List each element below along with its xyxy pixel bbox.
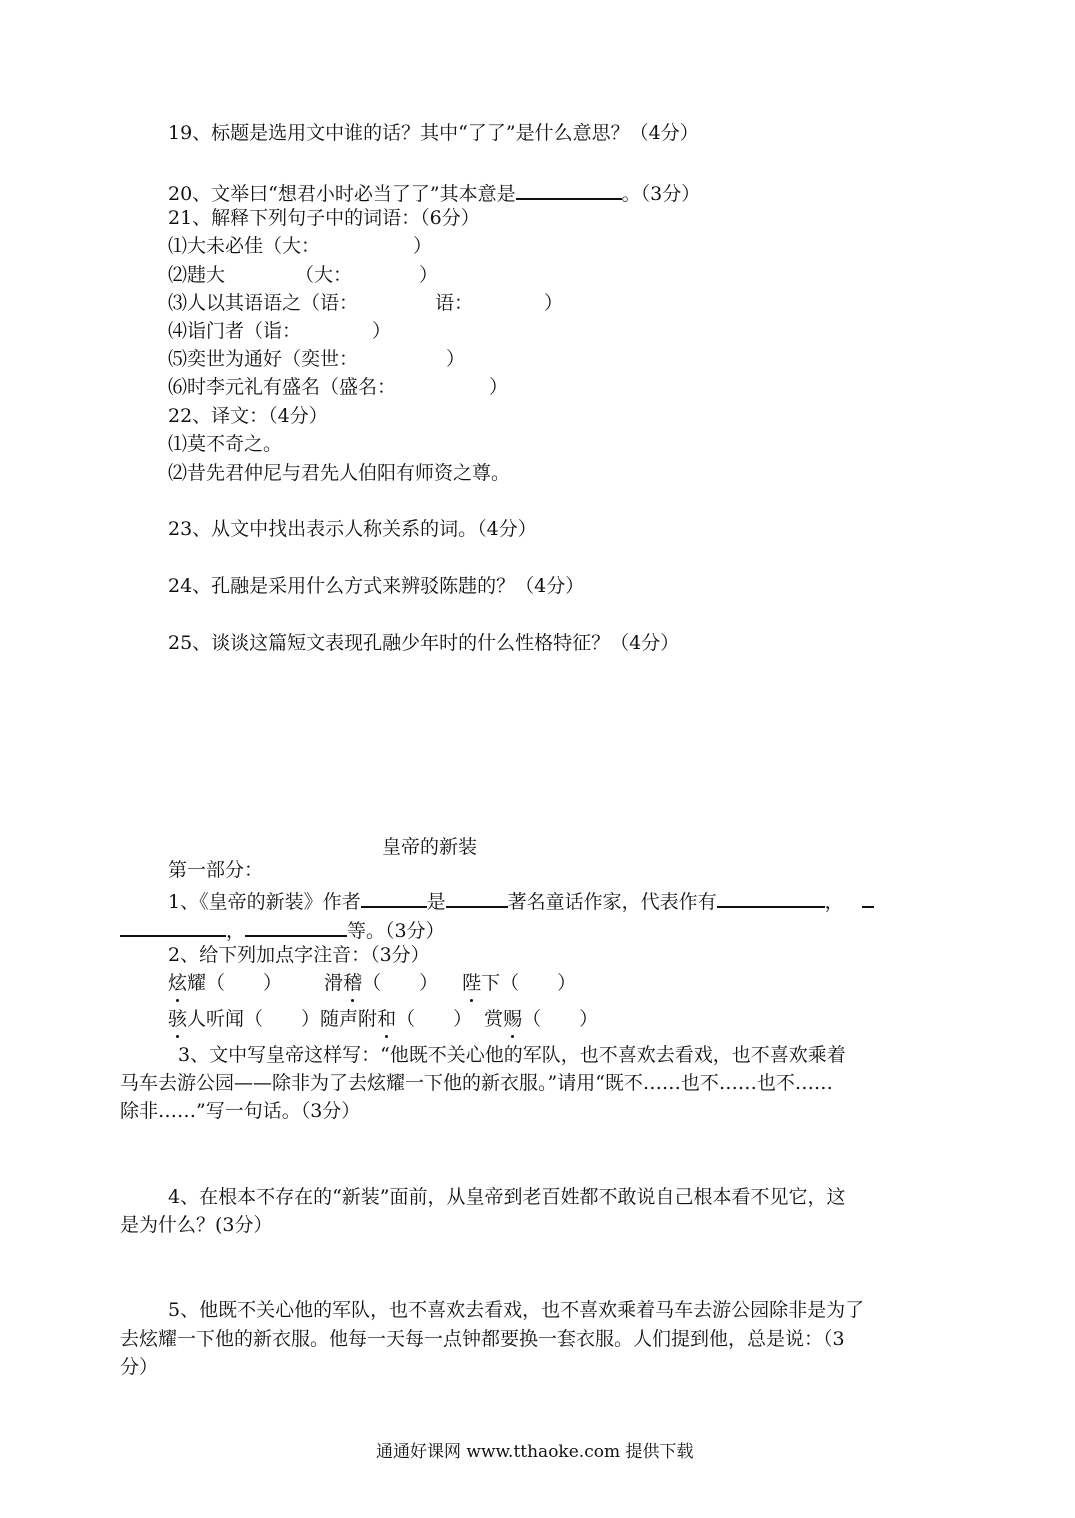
s3-line-2: 马车去游公园——除非为了去炫耀一下他的新衣服。”请用“既不……也不……也不……	[120, 1072, 833, 1094]
s3-line-3: 除非……”写一句话。（3分）	[120, 1100, 361, 1122]
s5-line-3: 分）	[120, 1356, 159, 1378]
q21-item-3	[168, 291, 563, 315]
s1-blank-work-2-start[interactable]	[862, 886, 874, 908]
q21-item-6	[168, 375, 508, 399]
s1-blank-work-3[interactable]	[245, 915, 347, 937]
q20-score: 。（3分）	[621, 183, 701, 205]
question-23: 23、从文中找出表示人称关系的词。（4分）	[168, 518, 537, 540]
q21-item-3-close: ）	[544, 292, 564, 314]
s5-line-1: 5、他既不关心他的军队，也不喜欢去看戏，也不喜欢乘着马车去游公园除非是为了	[168, 1299, 865, 1321]
q21-item-3-text: ⑶人以其语语之（语：	[168, 292, 359, 314]
s2-word-3-dotted: 陛	[462, 972, 482, 994]
s2-word-5-rest: 随声附	[320, 1008, 378, 1030]
q21-item-6-close: ）	[489, 376, 509, 398]
s2-word-2-dotted: 稽	[343, 972, 363, 994]
q21-item-4-text: ⑷诣门者（诣：	[168, 320, 302, 342]
s1-comma-1: ，	[824, 891, 844, 913]
s1-text-author: 1、《皇帝的新装》作者	[168, 891, 361, 913]
question-25: 25、谈谈这篇短文表现孔融少年时的什么性格特征？（4分）	[168, 632, 680, 654]
s2-word-1-rest: 耀	[187, 972, 207, 994]
q21-item-2-text: ⑵韪大	[168, 264, 226, 286]
s2-row-2	[168, 1007, 598, 1031]
s2-word-5-dotted: 和	[377, 1008, 397, 1030]
q21-item-2	[168, 263, 438, 287]
s2-word-4-dotted: 骇	[168, 1008, 188, 1030]
s2-word-4-paren: （ ）	[244, 1008, 321, 1030]
q22-item-1: ⑴莫不奇之。	[168, 433, 283, 455]
part-heading: 第一部分：	[168, 859, 264, 881]
s2-word-2-paren: （ ）	[362, 972, 439, 994]
s1-line-1	[168, 886, 874, 914]
q21-item-2-close: ）	[419, 264, 439, 286]
q21-item-4	[168, 319, 391, 343]
s2-word-6-dotted: 赐	[503, 1008, 523, 1030]
s2-word-6-rest: 赏	[484, 1008, 504, 1030]
q21-item-6-text: ⑹时李元礼有盛名（盛名：	[168, 376, 397, 398]
q20-text: 20、文举曰“想君小时必当了了”其本意是	[168, 183, 516, 205]
s1-comma-2: ，	[226, 920, 246, 942]
s5-line-2: 去炫耀一下他的新衣服。他每一天每一点钟都要换一套衣服。人们提到他，总是说：（3	[120, 1328, 845, 1350]
s1-score: 等。（3分）	[347, 920, 445, 942]
s1-blank-work-1[interactable]	[717, 886, 825, 908]
q21-item-1-text: ⑴大未必佳（大：	[168, 235, 321, 257]
s2-word-3-paren: （ ）	[500, 972, 577, 994]
question-24: 24、孔融是采用什么方式来辨驳陈韪的？（4分）	[168, 575, 585, 597]
question-22-title: 22、译文：（4分）	[168, 405, 328, 427]
q21-item-5	[168, 347, 465, 371]
question-21-title: 21、解释下列句子中的词语：（6分）	[168, 207, 480, 229]
s4-line-1: 4、在根本不存在的“新装”面前，从皇帝到老百姓都不敢说自己根本看不见它，这	[168, 1186, 846, 1208]
s2-word-1-paren: （ ）	[206, 972, 283, 994]
section-title: 皇帝的新装	[382, 836, 478, 858]
s3-line-1: 3、文中写皇帝这样写：“他既不关心他的军队，也不喜欢去看戏，也不喜欢乘着	[178, 1044, 846, 1066]
s4-line-2: 是为什么？(3分）	[120, 1214, 273, 1236]
s1-line-2	[120, 915, 445, 943]
question-19: 19、标题是选用文中谁的话？其中“了了”是什么意思？（4分）	[168, 122, 699, 144]
q22-item-2: ⑵昔先君仲尼与君先人伯阳有师资之尊。	[168, 462, 511, 484]
q21-item-1-close: ）	[413, 235, 433, 257]
s2-row-1	[168, 971, 576, 995]
s2-word-5-paren: （ ）	[396, 1008, 473, 1030]
q21-item-1	[168, 234, 432, 258]
s2-word-3-rest: 下	[481, 972, 501, 994]
page-footer: 通通好课网 www.tthaoke.com 提供下载	[376, 1442, 694, 1462]
s2-word-2-rest: 滑	[324, 972, 344, 994]
q20-answer-blank[interactable]	[516, 178, 622, 200]
q21-item-2-open: （大：	[295, 264, 353, 286]
s1-text-works: 著名童话作家，代表作有	[507, 891, 717, 913]
s1-text-is: 是	[426, 891, 446, 913]
q21-item-5-text: ⑸奕世为通好（奕世：	[168, 348, 359, 370]
question-20	[168, 178, 700, 206]
s1-blank-author[interactable]	[361, 886, 427, 908]
q21-item-5-close: ）	[446, 348, 466, 370]
s2-word-6-paren: （ ）	[522, 1008, 599, 1030]
s2-word-1-dotted: 炫	[168, 972, 188, 994]
s1-blank-work-2[interactable]	[120, 915, 226, 937]
q21-item-4-close: ）	[372, 320, 392, 342]
q21-item-3-second: 语：	[435, 292, 474, 314]
s1-blank-country[interactable]	[446, 886, 508, 908]
s2-word-4-rest: 人听闻	[187, 1008, 245, 1030]
s2-title: 2、给下列加点字注音：（3分）	[168, 944, 430, 966]
